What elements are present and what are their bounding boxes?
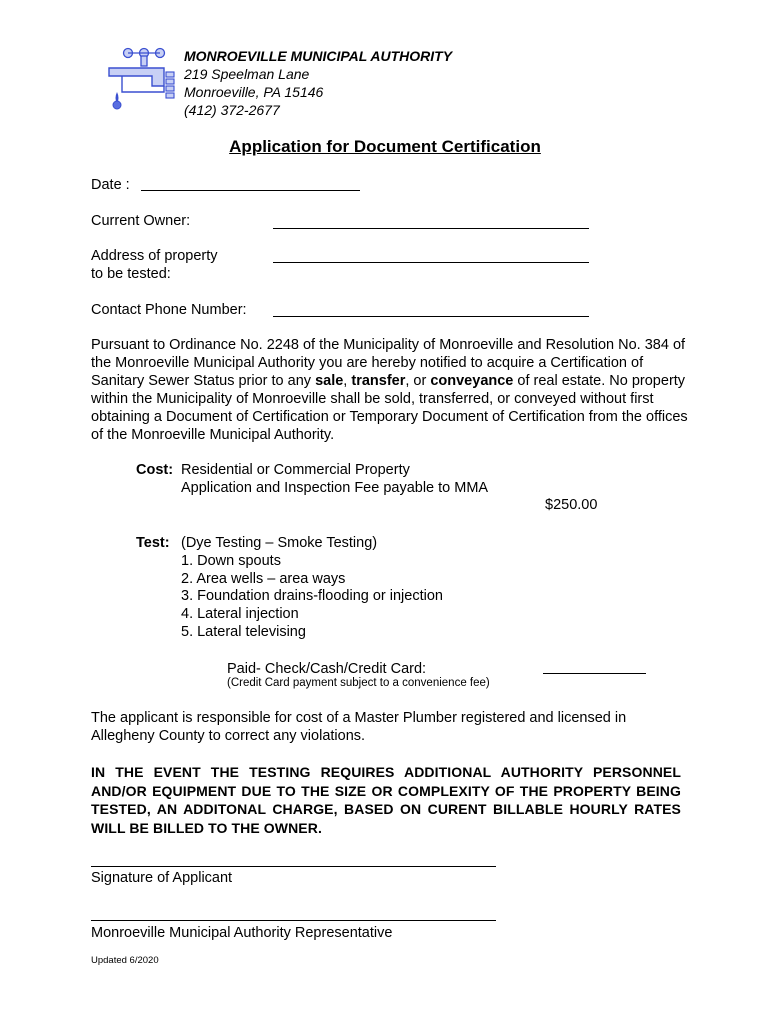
ordinance-text-1: Pursuant to Ordinance No. 2248 of the Municipality of Monroeville and Resolution No. 384 of the Monroeville Municipal Authority you are hereby notified to acquire a Certification of Sanitary Sewer Status prior to any <box>91 337 686 389</box>
payment-field[interactable] <box>543 673 646 674</box>
org-address-line2: Monroeville, PA 15146 <box>184 84 324 100</box>
address-label-line2: to be tested: <box>91 266 171 282</box>
payment-note: (Credit Card payment subject to a convenience fee) <box>227 677 490 689</box>
payment-label: Paid- Check/Cash/Credit Card: <box>227 661 427 677</box>
representative-signature-line[interactable] <box>91 920 496 921</box>
cost-line1: Residential or Commercial Property <box>181 462 410 478</box>
ordinance-sale: sale <box>315 373 344 389</box>
org-name: MONROEVILLE MUNICIPAL AUTHORITY <box>184 48 453 64</box>
org-phone: (412) 372-2677 <box>184 102 280 118</box>
test-item: 5. Lateral televising <box>181 624 306 640</box>
org-address-line1: 219 Speelman Lane <box>184 66 310 82</box>
test-item: 4. Lateral injection <box>181 606 299 622</box>
updated-date: Updated 6/2020 <box>91 955 159 966</box>
cost-label: Cost: <box>136 462 174 478</box>
responsibility-paragraph: The applicant is responsible for cost of a Master Plumber registered and licensed in Allegheny County to correct any violations. <box>91 710 627 744</box>
ordinance-text-2: of real estate. No property within the Municipality of Monroeville shall be sold, transferred, or conveyed without first obtaining a Document of Certification or Temporary Document of Certification from the offices of the Monroeville Municipal Authority. <box>91 373 688 443</box>
contact-phone-label: Contact Phone Number: <box>91 302 247 318</box>
contact-phone-field[interactable] <box>273 316 589 317</box>
representative-signature-label: Monroeville Municipal Authority Representative <box>91 925 393 941</box>
applicant-signature-label: Signature of Applicant <box>91 870 233 886</box>
ordinance-paragraph <box>91 336 691 444</box>
date-label: Date : <box>91 177 130 193</box>
cost-line2: Application and Inspection Fee payable to MMA <box>181 480 489 496</box>
cost-amount: $250.00 <box>545 497 598 513</box>
ordinance-sep-2: , or <box>405 373 431 389</box>
address-label-line1: Address of property <box>91 248 218 264</box>
test-intro: (Dye Testing – Smoke Testing) <box>181 535 378 551</box>
applicant-signature-line[interactable] <box>91 866 496 867</box>
date-field[interactable] <box>141 190 360 191</box>
page-title: Application for Document Certification <box>229 137 541 156</box>
test-item: 1. Down spouts <box>181 553 281 569</box>
current-owner-field[interactable] <box>273 228 589 229</box>
current-owner-label: Current Owner: <box>91 213 191 229</box>
test-item: 2. Area wells – area ways <box>181 571 346 587</box>
ordinance-conveyance: conveyance <box>430 373 514 389</box>
ordinance-sep-1: , <box>343 373 352 389</box>
ordinance-transfer: transfer <box>351 373 406 389</box>
authority-logo <box>106 46 178 114</box>
test-item: 3. Foundation drains-flooding or injection <box>181 588 443 604</box>
additional-charge-notice: IN THE EVENT THE TESTING REQUIRES ADDITIONAL AUTHORITY PERSONNEL AND/OR EQUIPMENT DUE TO THE SIZE OR COMPLEXITY OF THE PROPERTY BEING TESTED, AN ADDITONAL CHARGE, BASED ON CURENT BILLABLE HOURLY RATES WILL BE BILLED TO THE OWNER. <box>91 764 681 836</box>
property-address-field[interactable] <box>273 262 589 263</box>
test-label: Test: <box>136 535 170 551</box>
